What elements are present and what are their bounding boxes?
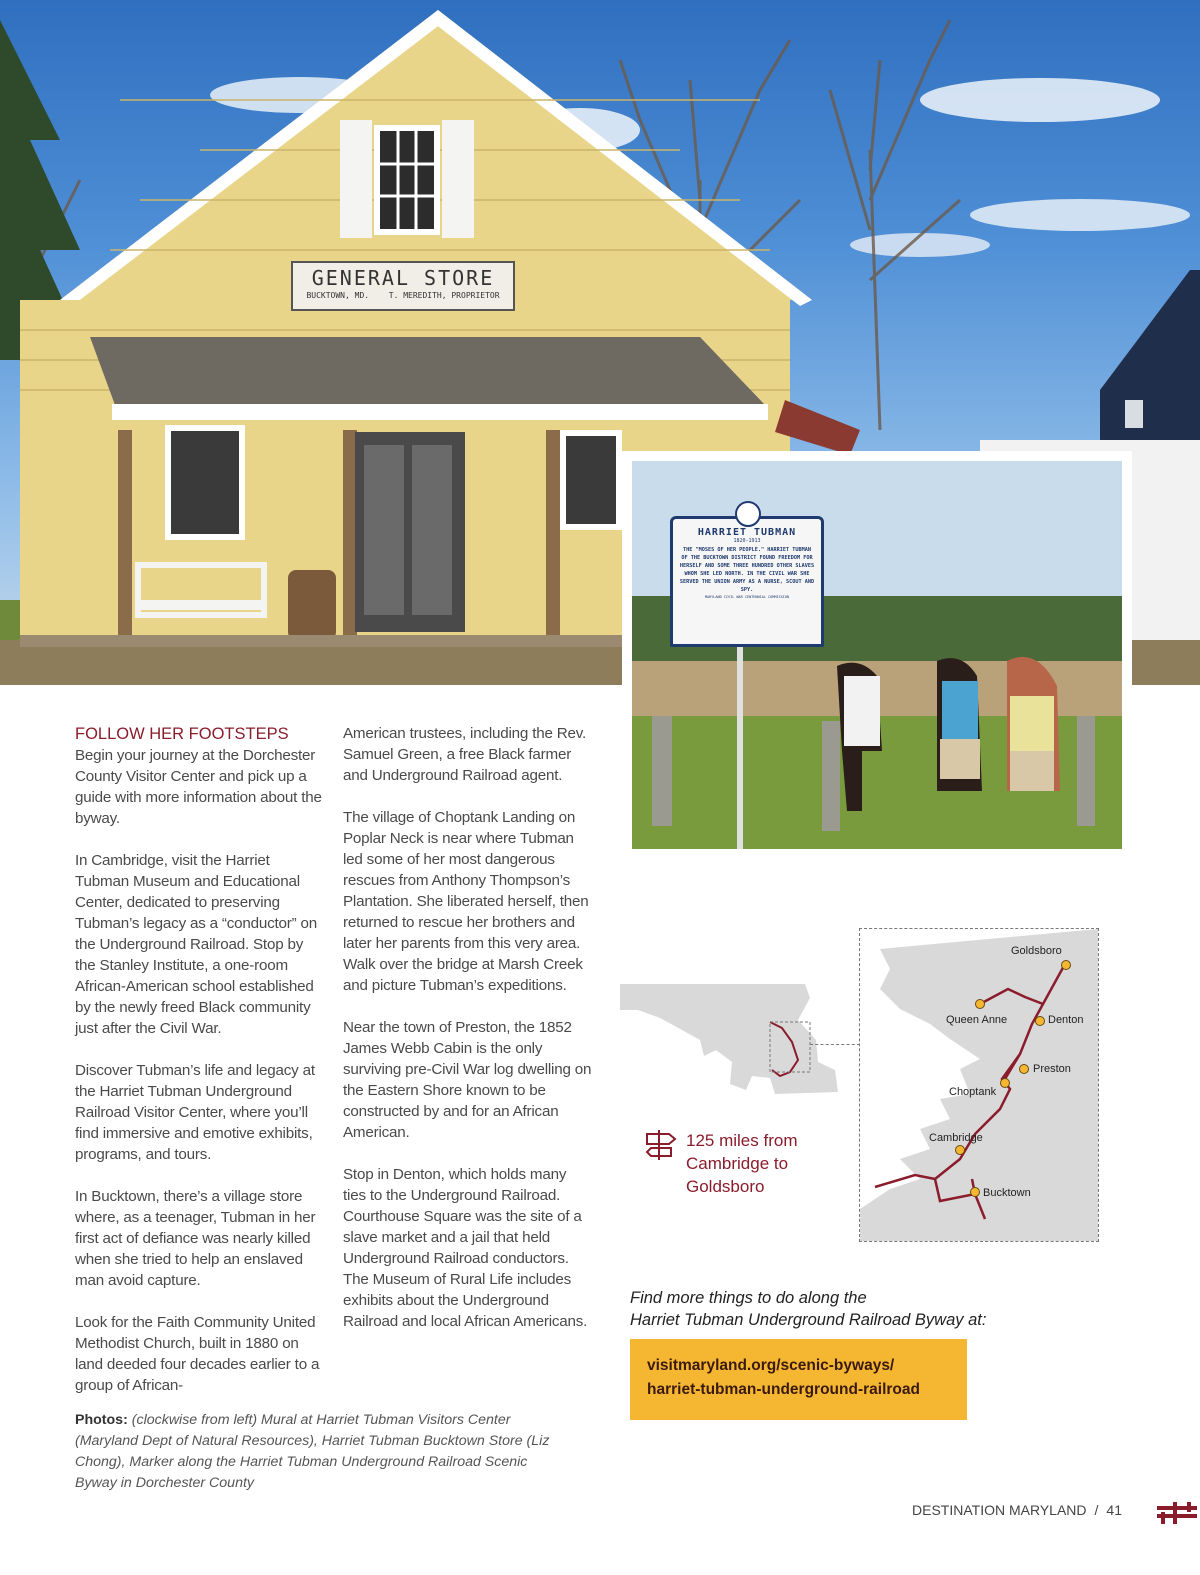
article-paragraph: Look for the Faith Community United Methodist Church, built in 1880 on land deeded four decades earlier to a group of African- (75, 1314, 320, 1394)
article-paragraph: The village of Choptank Landing on Poplar Neck is near where Tubman led some of her most dangerous rescues from Anthony Thompson’s Plantation. She liberated herself, then returned to rescue her brothers and later her parents from this very area. Walk over the bridge at Marsh Creek and picture Tubman’s expeditions. (343, 809, 589, 994)
page-number: 41 (1106, 1502, 1122, 1518)
photo-credits-text: (clockwise from left) Mural at Harriet Tubman Visitors Center (Maryland Dept of Natural Resources), Harriet Tubman Bucktown Store (Liz Chong), Marker along the Harriet Tubman Underground Railroad Scenic Byway in Dorchester County (75, 1412, 550, 1491)
store-sign-main: GENERAL STORE (311, 266, 495, 290)
maryland-state-map (620, 980, 850, 1110)
footer-separator: / (1094, 1502, 1099, 1518)
map-label-cambridge: Cambridge (929, 1132, 983, 1144)
map-label-goldsboro: Goldsboro (1011, 945, 1062, 957)
distance-line-2: Cambridge to (686, 1154, 789, 1173)
article-paragraph: American trustees, including the Rev. Samuel Green, a free Black farmer and Underground Railroad agent. (343, 725, 587, 784)
map-stop-cambridge (954, 1144, 966, 1156)
inset-photo-frame (622, 451, 1132, 856)
map-stop-queen-anne (974, 998, 986, 1010)
article-column-2 (343, 723, 593, 1353)
byway-detail-map (859, 928, 1099, 1242)
inset-photo-historical-marker (632, 461, 1122, 849)
store-sign-town: BUCKTOWN, MD. (306, 291, 370, 300)
signpost-icon (645, 1128, 677, 1162)
publication-name: DESTINATION MARYLAND (912, 1502, 1087, 1518)
marker-years: 1820-1913 (733, 538, 761, 544)
url-line-2: harriet-tubman-underground-railroad (647, 1381, 920, 1398)
map-label-denton: Denton (1048, 1014, 1084, 1026)
find-more-line-1: Find more things to do along the (630, 1289, 867, 1307)
article-paragraph: Discover Tubman’s life and legacy at the Harriet Tubman Underground Railroad Visitor Center, where you’ll find immersive and emotive exhibits, programs, and tours. (75, 1062, 315, 1163)
marker-text: THE "MOSES OF HER PEOPLE." HARRIET TUBMAN OF THE BUCKTOWN DISTRICT FOUND FREEDOM FOR HERSELF AND SOME THREE HUNDRED OTHER SLAVES WHOM SHE LED NORTH. IN THE CIVIL WAR SHE SERVED THE UNION ARMY AS A NURSE, SCOUT AND SPY. (679, 547, 815, 593)
map-stop-denton (1034, 1015, 1046, 1027)
marker-title: HARRIET TUBMAN (697, 527, 797, 538)
marker-seal-icon (735, 501, 761, 527)
map-stop-choptank (999, 1077, 1011, 1089)
distance-line-3: Goldsboro (686, 1177, 765, 1196)
byway-url-link[interactable] (647, 1354, 920, 1402)
article-paragraph: In Bucktown, there’s a village store where, as a teenager, Tubman in her first act of defiance was nearly killed when she tried to help an enslaved man avoid capture. (75, 1188, 316, 1289)
find-more-line-2: Harriet Tubman Underground Railroad Byway at: (630, 1311, 987, 1329)
article-paragraph: Stop in Denton, which holds many ties to the Underground Railroad. Courthouse Square was the site of a slave market and a jail that held Underground Railroad conductors. The Museum of Rural Life includes exhibits about the Underground Railroad and local African Americans. (343, 1166, 588, 1330)
map-label-bucktown: Bucktown (983, 1187, 1031, 1199)
map-stop-preston (1018, 1063, 1030, 1075)
map-label-preston: Preston (1033, 1063, 1071, 1075)
photo-credits (75, 1410, 565, 1494)
store-sign-proprietor: T. MEREDITH, PROPRIETOR (388, 291, 500, 300)
url-line-1: visitmaryland.org/scenic-byways/ (647, 1357, 895, 1374)
distance-line-1: 125 miles from (686, 1131, 798, 1150)
article-column-1 (75, 723, 325, 1417)
article-paragraph: Near the town of Preston, the 1852 James Webb Cabin is the only surviving pre-Civil War log dwelling on the Eastern Shore known to be constructed by and for an African American. (343, 1019, 592, 1141)
photo-credits-label: Photos: (75, 1412, 128, 1428)
section-heading: FOLLOW HER FOOTSTEPS (75, 725, 289, 743)
find-more-text (630, 1287, 1050, 1331)
url-callout-box[interactable] (630, 1339, 967, 1420)
page-footer (912, 1502, 1122, 1518)
route-distance-callout (686, 1129, 836, 1198)
map-stop-goldsboro (1060, 959, 1072, 971)
map-stop-bucktown (969, 1186, 981, 1198)
historical-marker-sign (670, 516, 824, 647)
store-sign (292, 262, 514, 310)
map-zoom-connector (810, 1044, 860, 1045)
map-label-queen-anne: Queen Anne (946, 1014, 1008, 1026)
marker-footer: MARYLAND CIVIL WAR CENTENNIAL COMMISSION (704, 595, 790, 599)
map-label-choptank: Choptank (949, 1086, 997, 1098)
article-paragraph: Begin your journey at the Dorchester County Visitor Center and pick up a guide with more information about the byway. (75, 747, 322, 827)
maryland-flag-icon (1157, 1502, 1197, 1524)
article-paragraph: In Cambridge, visit the Harriet Tubman Museum and Educational Center, dedicated to preserving Tubman’s legacy as a “conductor” on the Underground Railroad. Stop by the Stanley Institute, a one-room African-American school established by the newly freed Black community just after the Civil War. (75, 852, 318, 1037)
